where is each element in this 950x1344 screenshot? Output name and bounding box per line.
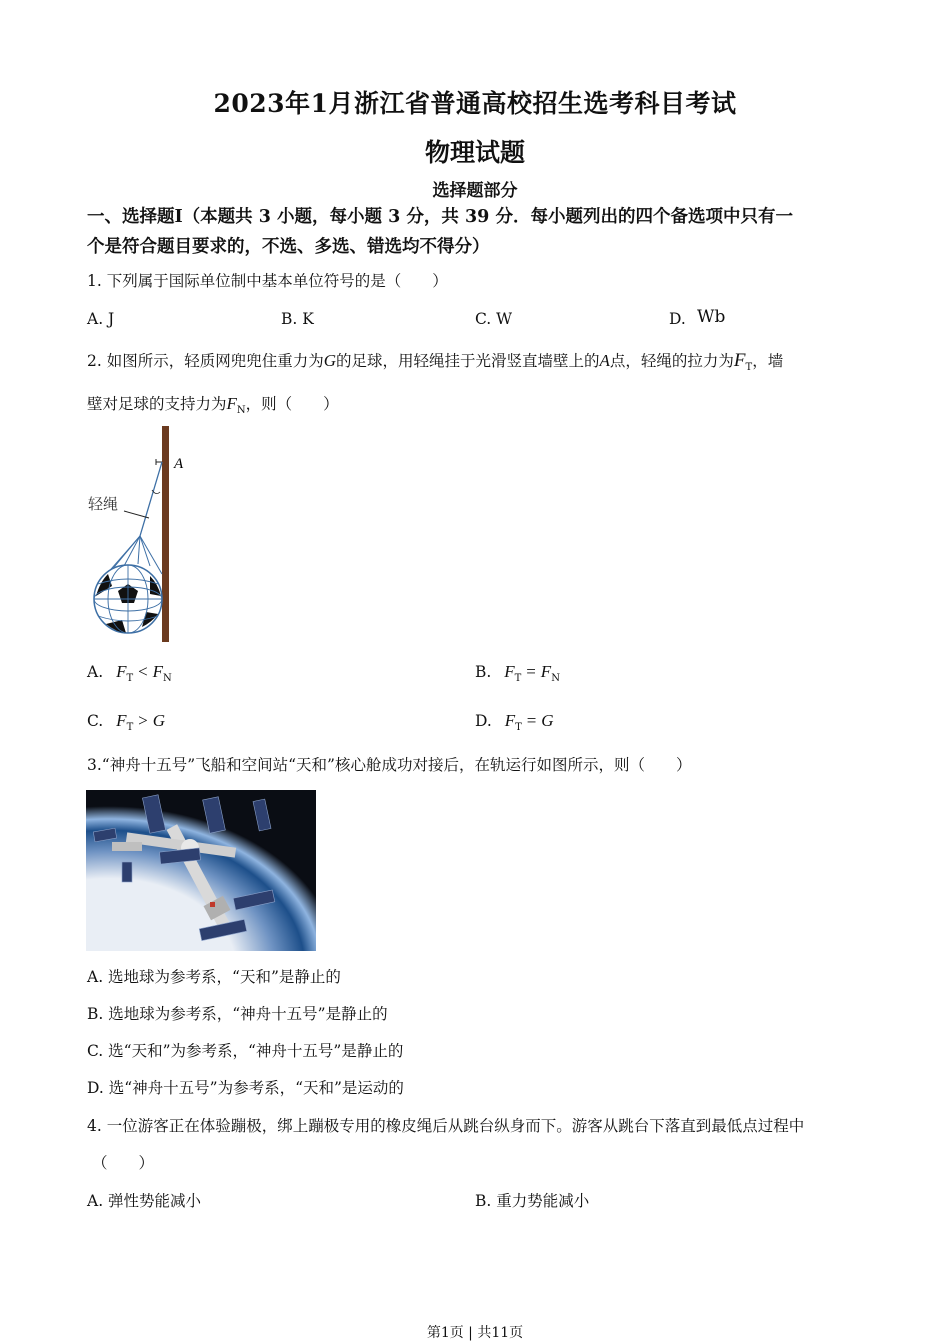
q3-option-a: A. 选地球为参考系，“天和”是静止的 <box>87 968 341 986</box>
q2-stem-c: 点，轻绳的拉力为 <box>609 352 734 370</box>
q2-option-b-f: F <box>504 662 515 681</box>
q2-sub-t: T <box>745 362 753 373</box>
q2-option-b-f2: F <box>540 662 552 681</box>
part-heading: 选择题部分 <box>432 181 518 201</box>
q2-option-d <box>475 710 554 735</box>
q1-option-c: C. W <box>475 310 513 328</box>
q3-figure-space-station <box>86 790 316 951</box>
q1-option-d-value: Wb <box>697 307 726 327</box>
q4-stem: 4. 一位游客正在体验蹦极，绑上蹦极专用的橡皮绳后从跳台纵身而下。游客从跳台下落直到最低点过程中 <box>87 1117 805 1135</box>
q2-option-a-label: A. <box>87 663 104 681</box>
q2-option-b-label: B. <box>475 663 492 681</box>
q2-option-b-sub-t: T <box>514 673 522 684</box>
q1-option-a: A. J <box>87 310 115 328</box>
q2-var-f-2: F <box>226 394 237 413</box>
q2-var-f: F <box>733 350 746 371</box>
q2-option-d-f: F <box>504 711 516 730</box>
q2-option-c <box>87 710 165 735</box>
q1-option-b: B. K <box>281 310 314 328</box>
q3-option-c: C. 选“天和”为参考系，“神舟十五号”是静止的 <box>87 1042 404 1060</box>
q1-stem: 1. 下列属于国际单位制中基本单位符号的是（ ） <box>87 272 448 290</box>
q2-figure-ball-net <box>86 424 196 646</box>
q2-option-b-op: = <box>526 662 536 681</box>
q2-option-c-sub-t: T <box>126 722 134 733</box>
q2-option-d-sub-t: T <box>515 722 522 733</box>
q2-line2-a: 壁对足球的支持力为 <box>87 395 227 413</box>
q2-stem-b: 的足球，用轻绳挂于光滑竖直墙壁上的 <box>336 352 600 370</box>
q2-var-g: G <box>323 351 336 370</box>
soccer-ball-icon <box>94 565 162 633</box>
q3-option-b: B. 选地球为参考系，“神舟十五号”是静止的 <box>87 1005 388 1023</box>
q2-line2-b: ，则（ ） <box>245 395 339 413</box>
q4-option-a: A. 弹性势能减小 <box>87 1192 202 1210</box>
page-footer: 第1页 | 共11页 <box>426 1325 524 1341</box>
q3-stem: 3.“神舟十五号”飞船和空间站“天和”核心舱成功对接后，在轨运行如图所示，则（ ） <box>87 756 692 774</box>
q2-option-b <box>475 661 560 686</box>
q2-option-d-op: = <box>526 711 537 730</box>
q2-stem-line-1 <box>87 350 867 375</box>
q2-option-a <box>87 661 172 686</box>
q2-option-a-sub-n: N <box>162 673 172 684</box>
q2-option-a-op: < <box>138 662 148 681</box>
rope-label: 轻绳 <box>88 495 119 513</box>
q2-stem-line-2 <box>87 393 339 418</box>
wall <box>162 426 169 642</box>
q2-option-d-label: D. <box>475 712 492 730</box>
exam-subtitle: 物理试题 <box>424 138 525 167</box>
q2-stem-a: 2. 如图所示，轻质网兜兜住重力为 <box>87 352 324 370</box>
section-heading-line-2: 个是符合题目要求的，不选、多选、错选均不得分） <box>87 237 490 257</box>
label-a: A <box>174 456 184 472</box>
q2-option-c-g: G <box>152 711 165 730</box>
q2-var-a: A <box>599 351 610 370</box>
section-heading-line-1: 一、选择题Ⅰ（本题共 3 小题，每小题 3 分，共 39 分．每小题列出的四个备选项中只有一 <box>87 207 793 227</box>
q2-option-a-sub-t: T <box>126 673 134 684</box>
q4-option-b: B. 重力势能减小 <box>475 1192 590 1210</box>
q2-sub-n: N <box>236 405 246 416</box>
rope-pointer <box>124 511 149 518</box>
q3-option-d: D. 选“神舟十五号”为参考系，“天和”是运动的 <box>87 1079 404 1097</box>
q2-option-a-f2: F <box>152 662 163 681</box>
q1-option-d-label: D. <box>669 310 686 328</box>
exam-title: 2023年1月浙江省普通高校招生选考科目考试 <box>213 89 737 118</box>
q2-option-c-op: > <box>138 711 148 730</box>
q2-option-c-f: F <box>116 711 127 730</box>
q4-paren: （ ） <box>92 1154 155 1172</box>
q2-option-c-label: C. <box>87 712 104 730</box>
rope <box>140 462 162 536</box>
q2-option-b-sub-n: N <box>551 673 560 684</box>
q2-option-d-g: G <box>541 711 554 730</box>
q2-option-a-f: F <box>116 662 127 681</box>
section-heading <box>87 202 857 262</box>
q2-stem-d: ，墙 <box>752 352 784 370</box>
